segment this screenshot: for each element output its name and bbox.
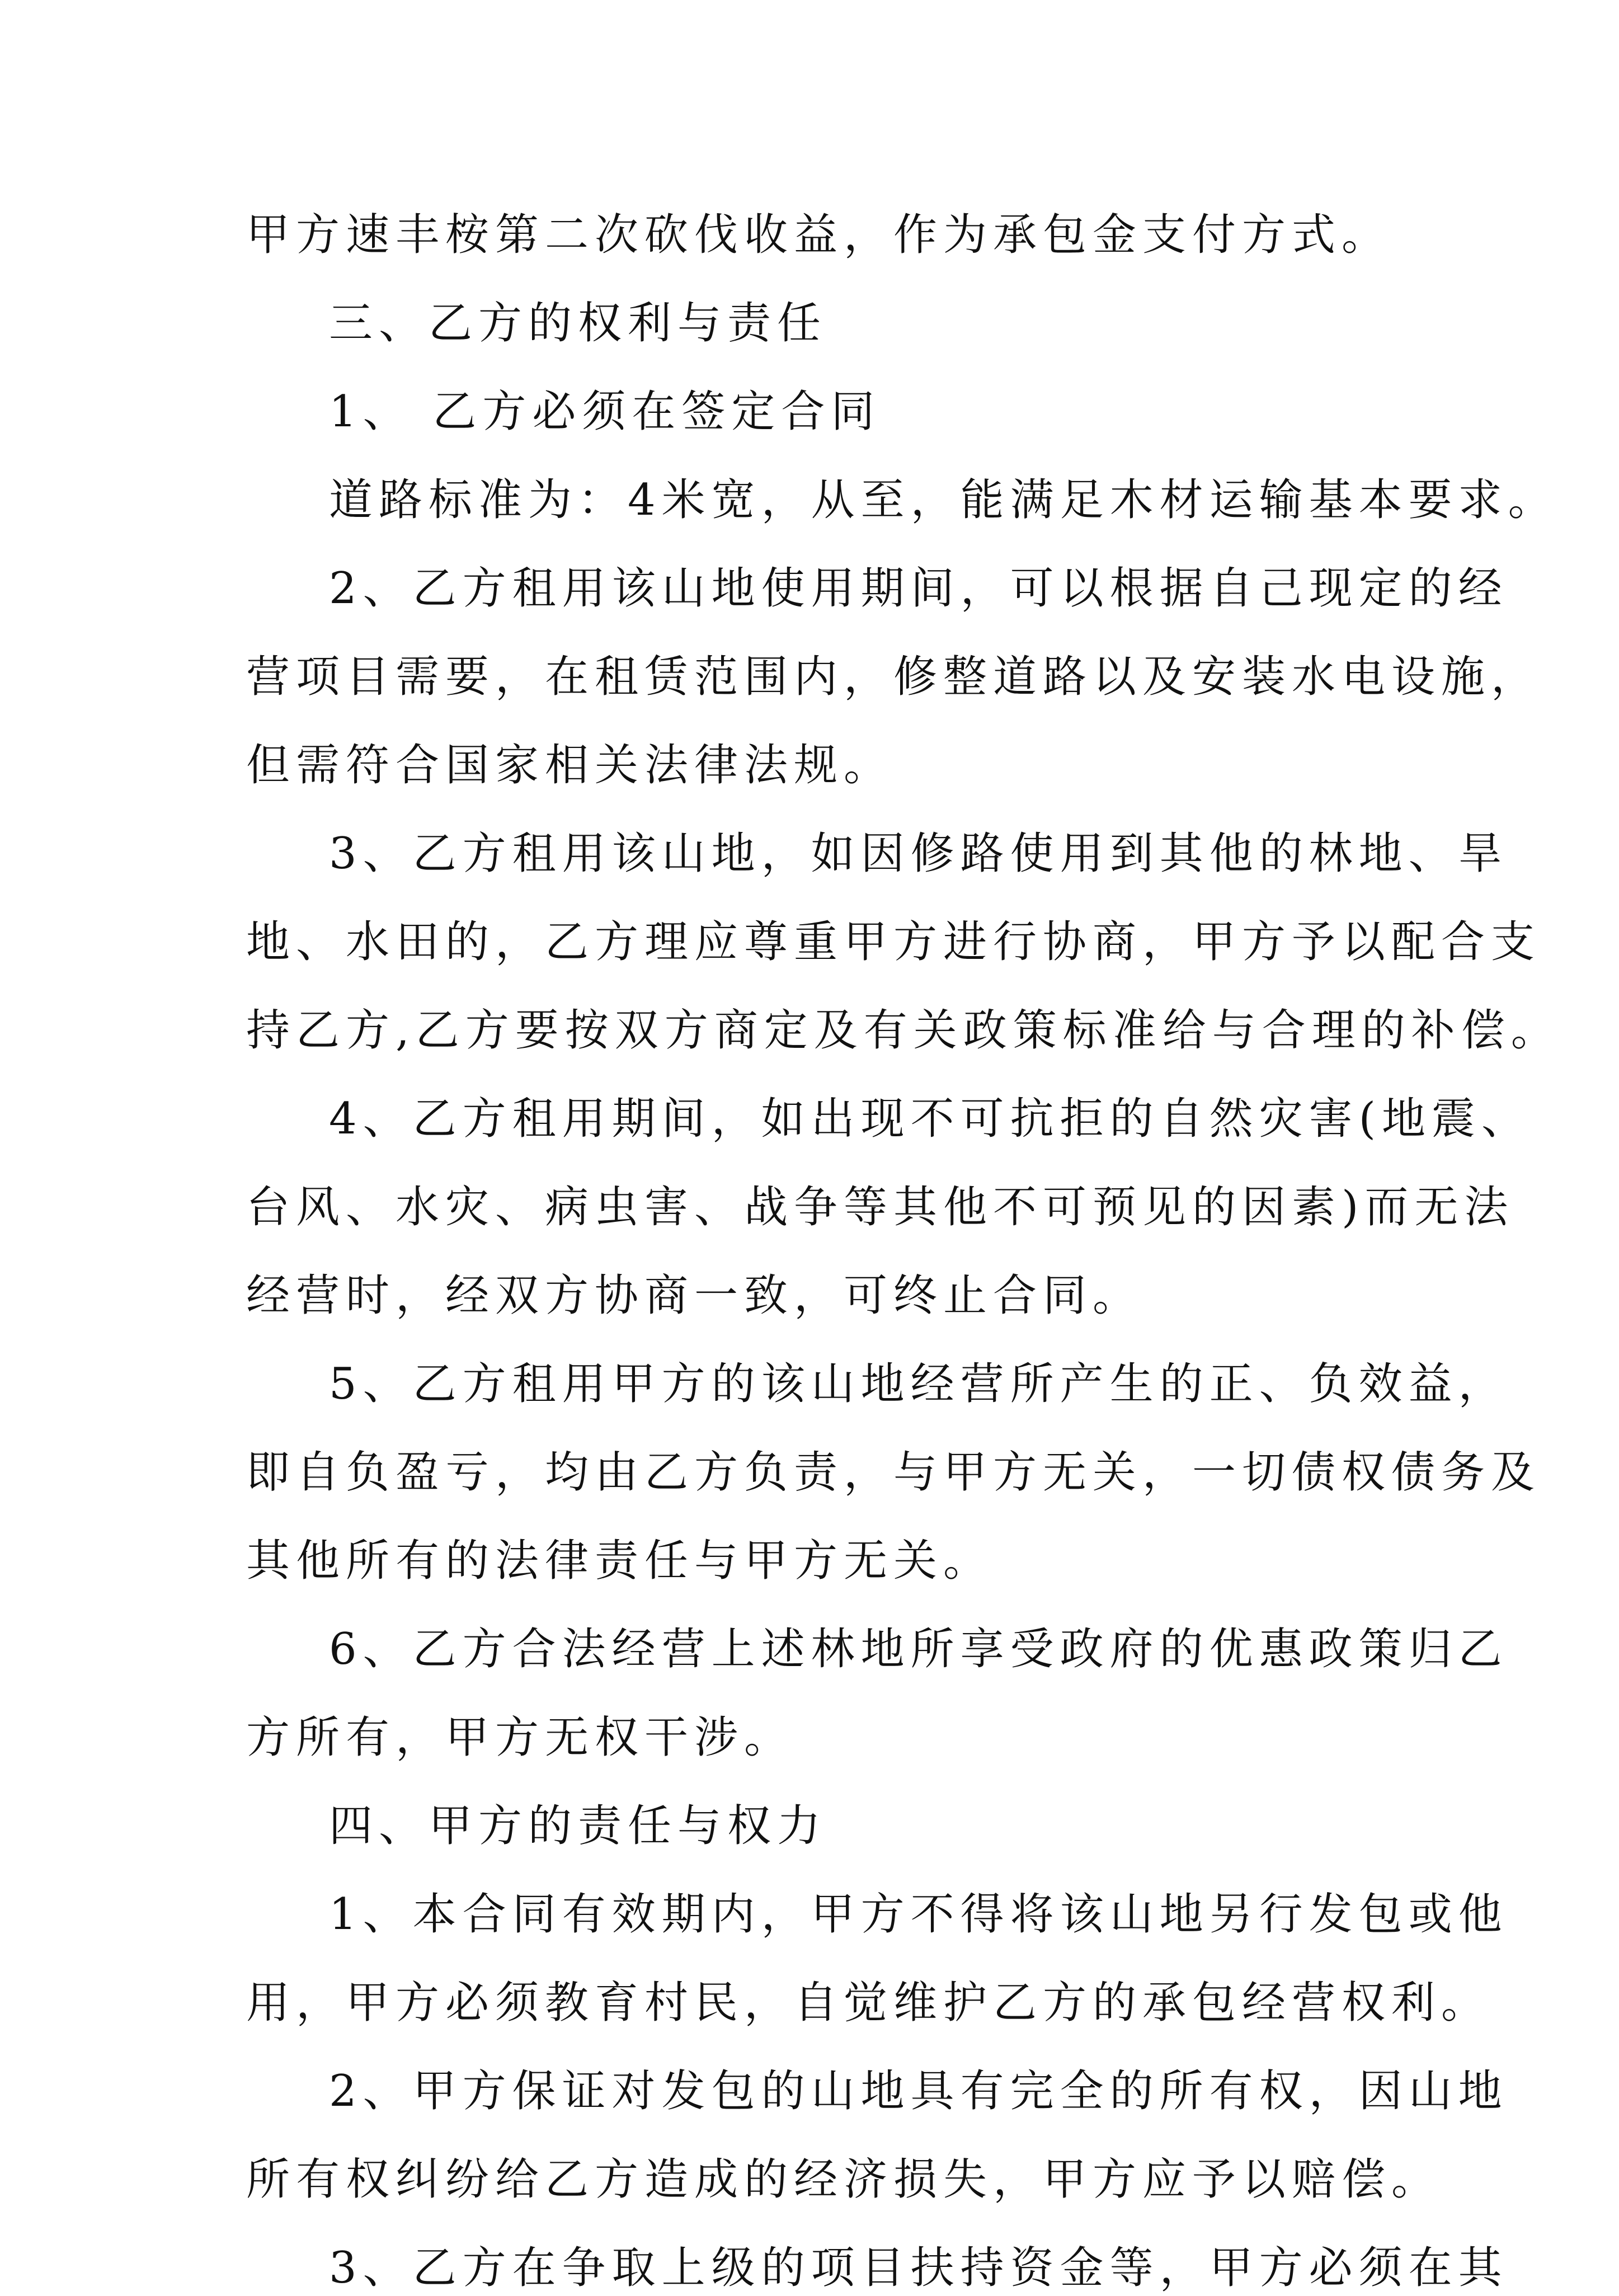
text-line: 方所有，甲方无权干涉。 xyxy=(246,1712,794,1763)
text-line: 其他所有的法律责任与甲方无关。 xyxy=(246,1536,994,1586)
text-line: 持乙方,乙方要按双方商定及有关政策标准给与合理的补偿。 xyxy=(246,1005,1561,1056)
clause-item: 3、乙方租用该山地，如因修路使用到其他的林地、旱 xyxy=(329,829,1508,879)
section-heading: 四、甲方的责任与权力 xyxy=(329,1801,827,1851)
text-line: 所有权纠纷给乙方造成的经济损失，甲方应予以赔偿。 xyxy=(246,2154,1442,2205)
clause-item: 1、本合同有效期内，甲方不得将该山地另行发包或他 xyxy=(329,1889,1508,1940)
text-line: 地、水田的，乙方理应尊重甲方进行协商，甲方予以配合支 xyxy=(246,917,1541,967)
clause-item: 1、 乙方必须在签定合同 xyxy=(329,387,881,437)
clause-item: 2、甲方保证对发包的山地具有完全的所有权，因山地 xyxy=(329,2066,1508,2116)
clause-item: 4、乙方租用期间，如出现不可抗拒的自然灾害(地震、 xyxy=(329,1094,1532,1144)
section-heading: 三、乙方的权利与责任 xyxy=(329,298,827,349)
text-line: 甲方速丰桉第二次砍伐收益，作为承包金支付方式。 xyxy=(246,210,1392,260)
clause-item: 5、乙方租用甲方的该山地经营所产生的正、负效益， xyxy=(329,1359,1508,1409)
clause-item: 2、乙方租用该山地使用期间，可以根据自己现定的经 xyxy=(329,563,1508,614)
text-line: 道路标准为：4米宽，从至，能满足木材运输基本要求。 xyxy=(329,475,1558,525)
text-line: 经营时，经双方协商一致，可终止合同。 xyxy=(246,1271,1143,1321)
text-line: 用，甲方必须教育村民，自觉维护乙方的承包经营权利。 xyxy=(246,1978,1491,2028)
text-line: 即自负盈亏，均由乙方负责，与甲方无关，一切债权债务及 xyxy=(246,1447,1541,1498)
text-line: 台风、水灾、病虫害、战争等其他不可预见的因素)而无法 xyxy=(246,1182,1514,1232)
text-line: 但需符合国家相关法律法规。 xyxy=(246,740,894,791)
text-line: 营项目需要，在租赁范围内，修整道路以及安装水电设施， xyxy=(246,652,1541,702)
clause-item: 6、乙方合法经营上述林地所享受政府的优惠政策归乙 xyxy=(329,1624,1508,1674)
clause-item: 3、乙方在争取上级的项目扶持资金等，甲方必须在其 xyxy=(329,2243,1508,2293)
